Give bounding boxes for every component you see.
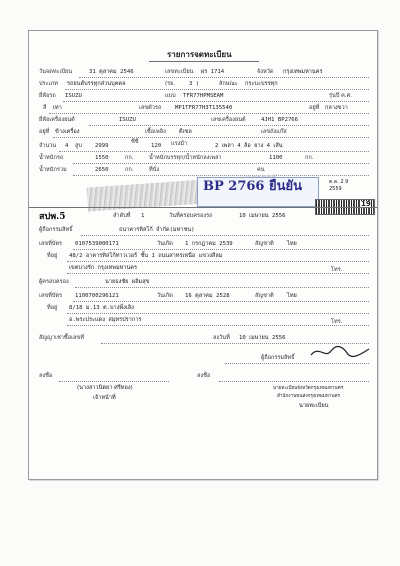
owner-signature: [309, 343, 371, 361]
small-stamp-2: 2559: [329, 186, 342, 192]
id-label: เลขที่บัตร: [39, 241, 63, 247]
vehicle-type: รถยนต์บรรทุกส่วนบุคคล: [67, 81, 126, 87]
gross-weight: 2650: [95, 167, 109, 173]
weight-unit: กก.: [125, 155, 134, 161]
model: TFR77HPMSEAM: [183, 93, 224, 99]
fuel: ดีเซล: [179, 129, 192, 135]
owner-id: 0107539000171: [75, 241, 119, 247]
model-year-label: รุ่นปี ค.ศ.: [329, 93, 353, 99]
holder-tel-label: โทร.: [331, 319, 343, 325]
seat-unit: คน: [257, 167, 265, 173]
rs-label: (รย.: [165, 81, 176, 87]
engine-brand: ISUZU: [119, 117, 136, 123]
plate-label: เลขทะเบียน: [165, 69, 194, 75]
load-label: น้ำหนักบรรทุก/น้ำหนักลงเพลา: [149, 155, 222, 161]
owner-address-2: เขตบางรัก กรุงเทพมหานคร: [69, 265, 138, 271]
birth-label: วันเกิด: [157, 241, 173, 247]
cylinders: 4: [65, 143, 69, 149]
load-unit: กก.: [305, 155, 314, 161]
model-label: แบบ: [165, 93, 176, 99]
holder-birth: 16 ตุลาคม 2528: [185, 293, 230, 299]
own-date: 10 เมษายน 2556: [239, 213, 286, 219]
brand: ISUZU: [65, 93, 82, 99]
holder-label: ผู้ครอบครอง: [39, 279, 69, 285]
engine-no-label: เลขเครื่องยนต์: [211, 117, 246, 123]
type-label: ประเภท: [39, 81, 58, 87]
holder-id: 1100700296121: [75, 293, 119, 299]
document-title: รายการจดทะเบียน: [167, 50, 232, 59]
gross-label: น้ำหนักรวม: [39, 167, 67, 173]
province: กรุงเทพมหานคร: [283, 69, 323, 75]
sign-owner-label: ผู้ถือกรรมสิทธิ์: [261, 355, 295, 361]
lease-date: 10 เมษายน 2556: [239, 335, 286, 341]
owner-nation: ไทย: [287, 241, 297, 247]
registrar-role: นายทะเบียน: [299, 403, 329, 409]
addr-label: ที่อยู่: [47, 253, 58, 259]
lease-date-label: ลงวันที่: [213, 335, 230, 341]
chassis-label: เลขตัวรถ: [139, 105, 162, 111]
owner-name: ธนาคารทิสโก้ จำกัด(มหาชน): [119, 227, 195, 233]
officer-role: เจ้าหน้าที่: [93, 395, 116, 401]
cylinder-unit: สูบ: [75, 143, 82, 149]
holder-id-label: เลขที่บัตร: [39, 293, 63, 299]
section-heading: สปพ.5: [39, 212, 66, 222]
own-date-label: วันที่ครอบครองรถ: [169, 213, 213, 219]
chassis-number: MP1TFR77H3T135540: [175, 105, 233, 111]
weight-label: น้ำหนักรถ: [39, 155, 64, 161]
sign-label-2: ลงชื่อ: [197, 373, 211, 379]
holder-nation: ไทย: [287, 293, 297, 299]
engine-loc-label: อยู่ที่: [39, 129, 50, 135]
handwritten-note: BP 2766 ยืนยัน: [203, 179, 303, 194]
seat-label: ที่นั่ง: [149, 167, 160, 173]
fuel-label: เชื้อเพลิง: [145, 129, 166, 135]
nation-label: สัญชาติ: [255, 241, 274, 247]
vehicle-characteristic: กระบะบรรทุก: [245, 81, 278, 87]
holder-nation-label: สัญชาติ: [255, 293, 274, 299]
owner-address-1: 48/2 อาคารทิสโก้ทาวเวอร์ ชั้น 1 ถนนสาทรเหนือ แขวงสีลม: [69, 253, 223, 259]
load-weight: 1100: [269, 155, 283, 161]
registrar-stamp-1: นายทะเบียนจังหวัดกรุงเทพมหานคร: [273, 386, 344, 391]
order-label: ลำดับที่: [113, 213, 131, 219]
holder-birth-label: วันเกิด: [157, 293, 173, 299]
location-label: อยู่ที่: [309, 105, 320, 111]
horsepower: 120: [151, 143, 162, 149]
engine-brand-label: ยี่ห้อเครื่องยนต์: [39, 117, 75, 123]
owner-birth: 1 กรกฎาคม 2539: [185, 241, 233, 247]
plate-number: ผร 1714: [201, 69, 225, 75]
officer-name: (นางสาวนิตยา ศรีทอง): [77, 385, 133, 391]
cylinder-label: จำนวน: [39, 143, 57, 149]
registration-document: [28, 30, 378, 480]
tel-label: โทร.: [331, 267, 343, 273]
rs-code: 3 ): [189, 81, 200, 87]
engine-number: 4JH1 BP2766: [261, 117, 299, 123]
reg-date-label: วันจดทะเบียน: [39, 69, 73, 75]
axles-wheels: 2 เพลา 4 ล้อ ยาง 4 เส้น: [215, 143, 283, 149]
cc-unit: ซีซี: [131, 139, 139, 145]
brand-label: ยี่ห้อรถ: [39, 93, 56, 99]
holder-address-1: 8/18 ม.13 ต.บางพึ่งเลิง: [69, 305, 134, 311]
color-label: สี: [43, 105, 47, 111]
tank-label: เลขถังแก๊ส: [261, 129, 287, 135]
vehicle-weight: 1550: [95, 155, 109, 161]
color: เทา: [53, 105, 62, 111]
char-label: ลักษณะ: [219, 81, 238, 87]
owner-label: ผู้ถือกรรมสิทธิ์: [39, 227, 73, 233]
gross-unit: กก.: [125, 167, 134, 173]
engine-location: ข้างเครื่อง: [55, 129, 80, 135]
registrar-stamp-2: สำนักงานขนส่งกรุงเทพมหานคร: [277, 394, 341, 399]
lease-label: สัญญาเช่าซื้อเลขที่: [39, 335, 84, 341]
holder-name: นายธงชัย ผลิมสุข: [105, 279, 150, 285]
holder-address-2: อ.พระประแดง สมุทรปราการ: [69, 317, 142, 323]
engine-cc: 2999: [95, 143, 109, 149]
sign-label-1: ลงชื่อ: [39, 373, 53, 379]
order-number: 1: [141, 213, 145, 219]
hp-unit: แรงม้า: [171, 141, 188, 147]
holder-addr-label: ที่อยู่: [47, 305, 58, 311]
chassis-location: กลางขวา: [325, 105, 348, 111]
stamp-number: 19: [361, 200, 371, 208]
small-stamp-1: ต.ค. 2 9: [329, 179, 349, 185]
province-label: จังหวัด: [257, 69, 274, 75]
reg-date: 31 ตุลาคม 2546: [89, 69, 134, 75]
